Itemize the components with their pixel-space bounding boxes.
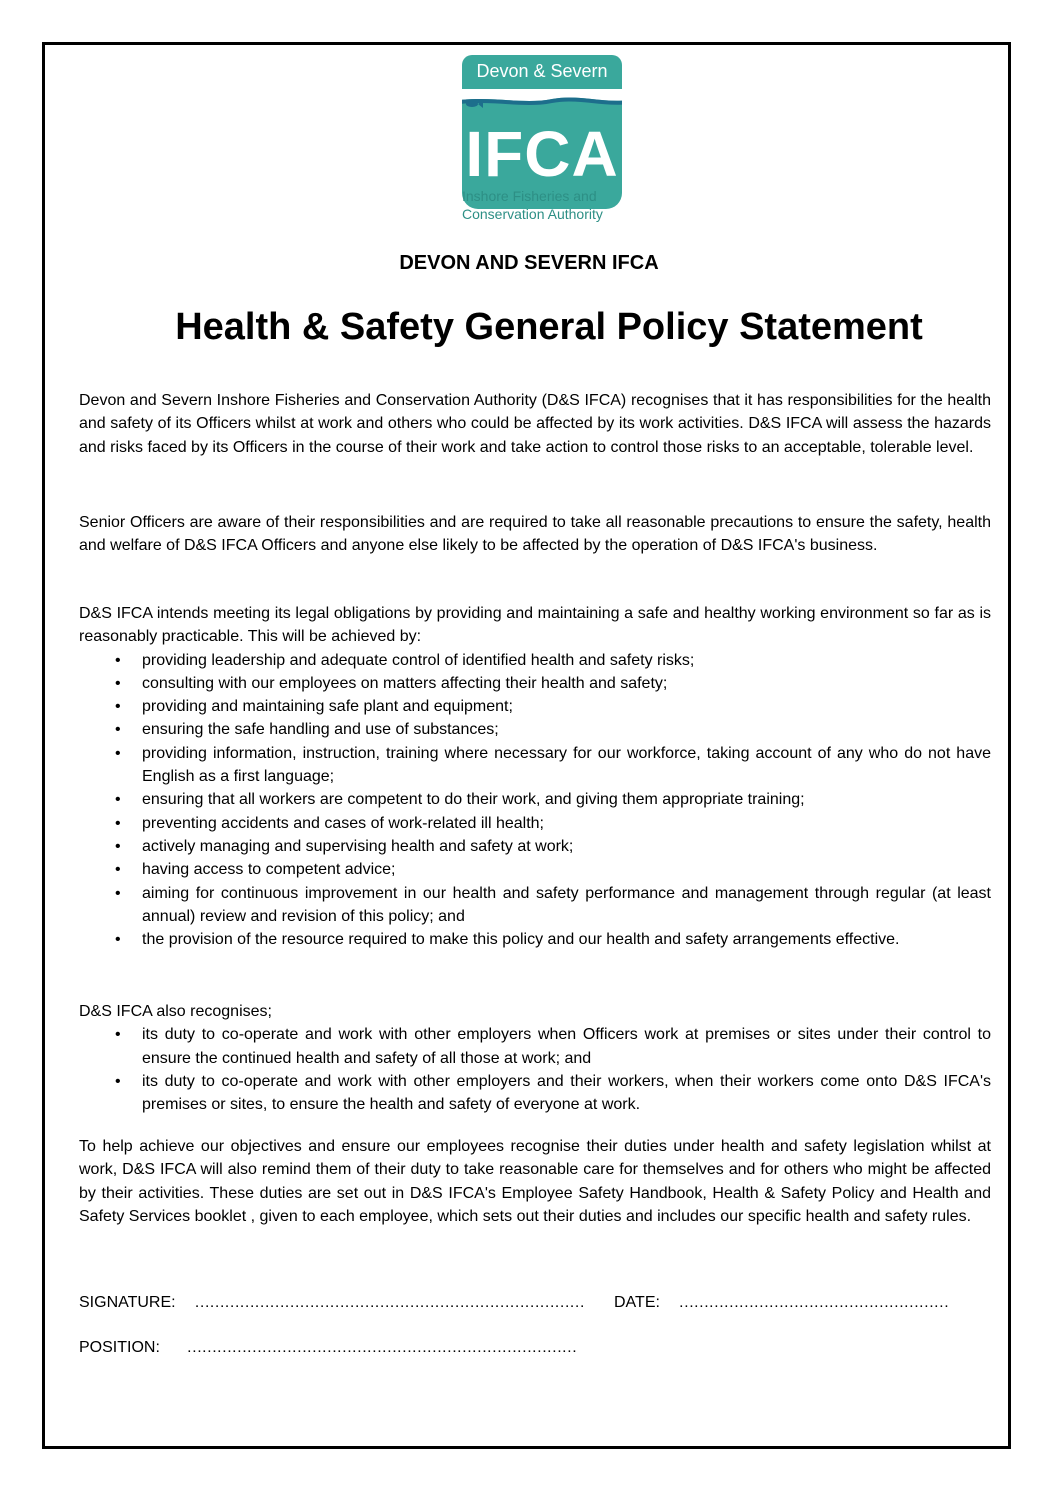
paragraph-2: Senior Officers are aware of their responsibilities and are required to take all reasonable precautions to ensure the safety, health and welfare of D&S IFCA Officers and anyone else likely to be affected by the operation of D&S IFCA's business. [79,514,991,555]
senior-officers-section [79,511,991,558]
obligations-section [79,602,991,951]
list-item: • ensuring the safe handling and use of substances; [142,718,991,741]
list-item: • providing information, instruction, training where necessary for our workforce, taking account of any who do not have English as a first language; [142,742,991,789]
org-heading: DEVON AND SEVERN IFCA [399,252,659,274]
list-item: • its duty to co-operate and work with other employers when Officers work at premises or sites under their control to ensure the continued health and safety of all those at work; and [142,1023,991,1070]
position-label: POSITION: [79,1339,160,1356]
list-item: • actively managing and supervising health and safety at work; [142,835,991,858]
list-item: • ensuring that all workers are competent to do their work, and giving them appropriate training; [142,788,991,811]
logo-subtitle-line2: Conservation Authority [462,206,603,222]
logo-main-text: IFCA [465,118,619,190]
paragraph-3: D&S IFCA intends meeting its legal obligations by providing and maintaining a safe and healthy working environment so far as is reasonably practicable. This will be achieved by: [79,605,991,646]
list-item: • consulting with our employees on matters affecting their health and safety; [142,672,991,695]
list-item: • aiming for continuous improvement in our health and safety performance and management through regular (at least annual) review and revision of this policy; and [142,882,991,929]
list-item: • its duty to co-operate and work with other employers and their workers, when their workers come onto D&S IFCA's premises or sites, to ensure the health and safety of everyone at work. [142,1070,991,1117]
date-field[interactable]: ……………………………………………… [678,1294,949,1311]
date-row [614,1294,948,1312]
date-label: DATE: [614,1294,660,1311]
list-item: • preventing accidents and cases of work-related ill health; [142,812,991,835]
list-item: • providing and maintaining safe plant and equipment; [142,695,991,718]
list-item: • the provision of the resource required to make this policy and our health and safety arrangements effective. [142,928,991,951]
position-field[interactable]: …………………………………………………………………… [186,1339,577,1356]
ifca-logo [460,55,630,230]
paragraph-4: D&S IFCA also recognises; [79,1003,272,1020]
obligations-list [79,649,991,952]
logo-banner [462,55,622,89]
page-title: Health & Safety General Policy Statement [175,306,923,348]
logo-subtitle [462,187,642,223]
signature-label: SIGNATURE: [79,1294,176,1311]
signature-field[interactable]: …………………………………………………………………… [194,1294,585,1311]
recognises-list [79,1023,991,1116]
position-row [79,1339,576,1357]
recognises-section [79,1000,991,1116]
intro-section [79,389,991,459]
paragraph-1: Devon and Severn Inshore Fisheries and Conservation Authority (D&S IFCA) recognises that it has responsibilities for the health and safety of its Officers whilst at work and others who could be affected by its work activities. D&S IFCA will assess the hazards and risks faced by its Officers in the course of their work and take action to control those risks to an acceptable, tolerable level. [79,392,991,456]
wave-fish-icon [462,89,622,111]
logo-subtitle-line1: Inshore Fisheries and [462,188,597,204]
signature-row [79,1294,584,1312]
logo-top-text: Devon & Severn [476,61,608,81]
paragraph-5: To help achieve our objectives and ensure our employees recognise their duties under health and safety legislation whilst at work, D&S IFCA will also remind them of their duty to take reasonable care for themselves and for others who might be affected by their activities. These duties are set out in D&S IFCA's Employee Safety Handbook, Health & Safety Policy and Health and Safety Services booklet , given to each employee, which sets out their duties and includes our specific health and safety rules. [79,1138,991,1225]
objectives-section [79,1135,991,1228]
list-item: • having access to competent advice; [142,858,991,881]
list-item: • providing leadership and adequate control of identified health and safety risks; [142,649,991,672]
